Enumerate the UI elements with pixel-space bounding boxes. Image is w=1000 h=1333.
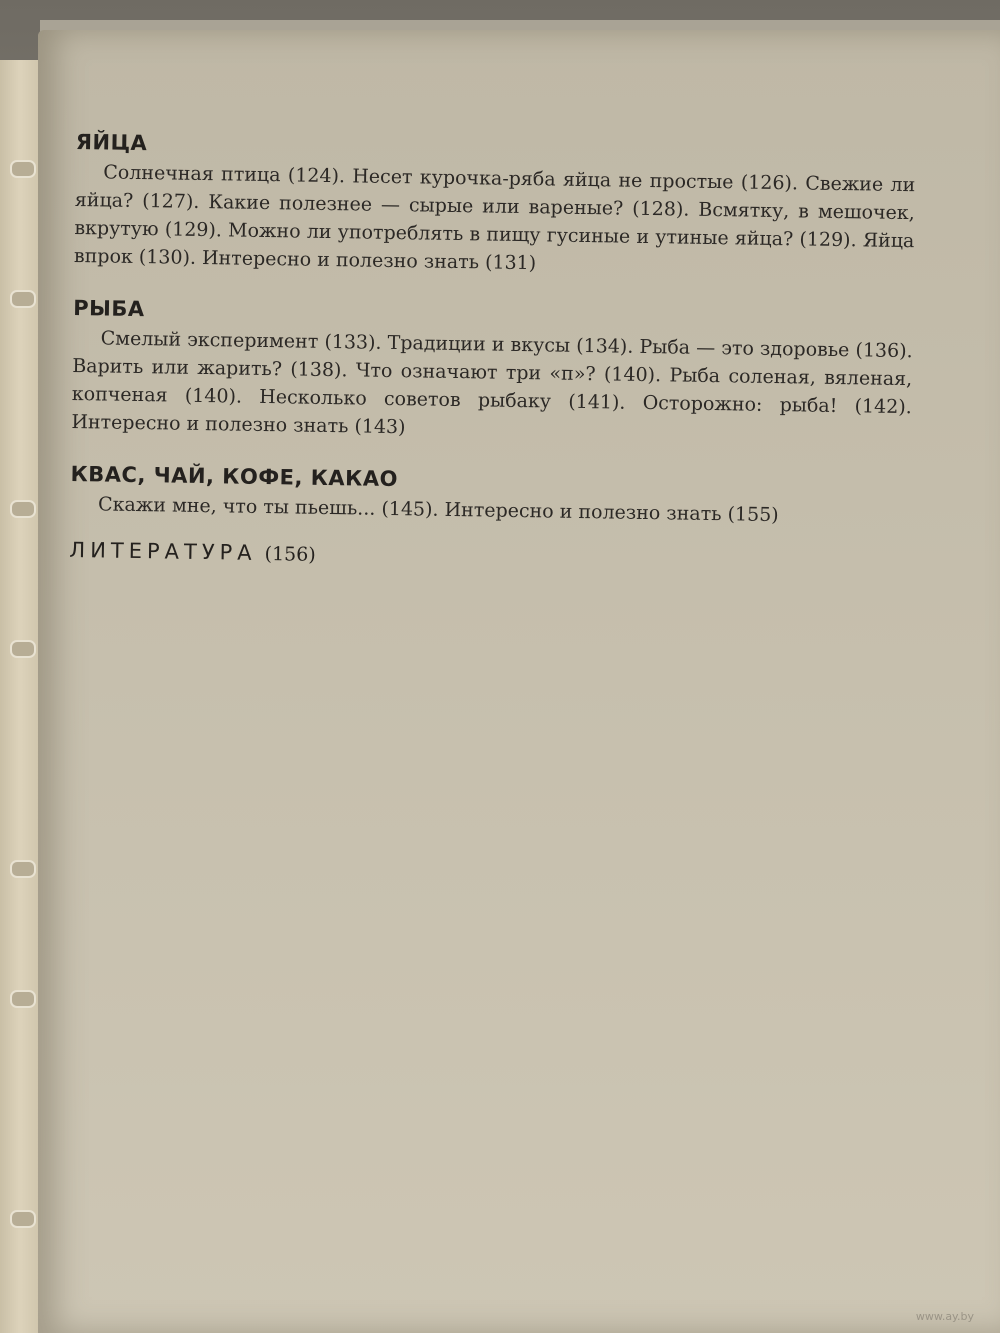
section-heading: РЫБА xyxy=(73,295,145,322)
toc-section-drinks xyxy=(70,462,911,531)
binding-stitch xyxy=(10,1210,36,1228)
binding-stitch xyxy=(10,290,36,308)
toc-section-eggs xyxy=(74,130,916,283)
section-entries: Скажи мне, что ты пьешь... (145). Интересно и полезно знать (155) xyxy=(97,493,779,527)
binding-stitch xyxy=(10,500,36,518)
section-heading: ЯЙЦА xyxy=(75,130,148,156)
book-spine-edge xyxy=(0,60,42,1333)
watermark: www.ay.by xyxy=(915,1310,974,1323)
section-entries: Солнечная птица (124). Несет курочка-ряба яйца не простые (126). Свежие ли яйца? (127). Какие полезнее — сырые или вареные? (128). Всмятку, в мешочек, вкрутую (129). Можно ли употреблять в пищу гусиные и утиные яйца? (129). Яйца впрок (130). Интересно и полезно знать (131) xyxy=(73,161,916,275)
binding-stitch xyxy=(10,990,36,1008)
toc-section-fish xyxy=(71,296,913,449)
binding-stitch xyxy=(10,640,36,658)
table-of-contents xyxy=(69,130,916,575)
literature-label: ЛИТЕРАТУРА xyxy=(69,537,257,565)
section-entries: Смелый эксперимент (133). Традиции и вкусы (134). Рыба — это здоровье (136). Варить или жарить? (138). Что означают три «п»? (140). Рыба соленая, вяленая, копченая (140). Несколько советов рыбаку (141). Осторожно: рыба! (142). Интересно и полезно знать (143) xyxy=(71,327,913,439)
binding-stitch xyxy=(10,860,36,878)
literature-page-number: (156) xyxy=(264,543,316,566)
section-heading: КВАС, ЧАЙ, КОФЕ, КАКАО xyxy=(70,461,399,492)
binding-stitch xyxy=(10,160,36,178)
